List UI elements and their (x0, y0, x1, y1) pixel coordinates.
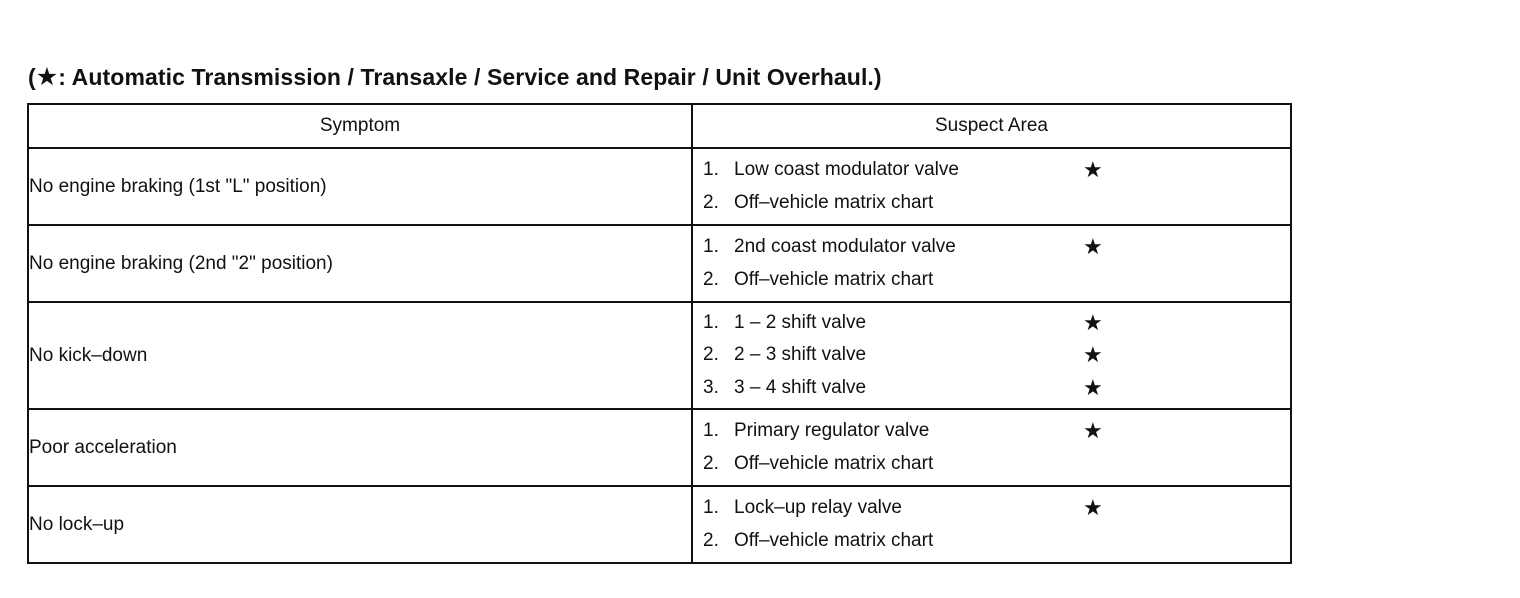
symptom-cell: No engine braking (1st "L" position) (28, 148, 692, 225)
suspect-area-item (693, 525, 1290, 558)
item-number: 1. (703, 420, 719, 441)
suspect-area-item (693, 187, 1290, 220)
heading-text: : Automatic Transmission / Transaxle / Service and Repair / Unit Overhaul.) (58, 64, 882, 90)
suspect-area-list (693, 489, 1290, 560)
suspect-area-item (693, 231, 1290, 264)
heading-open-paren: ( (28, 64, 36, 90)
suspect-area-list (693, 304, 1290, 408)
suspect-area-cell (692, 302, 1291, 409)
suspect-area-column-header: Suspect Area (692, 104, 1291, 148)
suspect-area-item (693, 307, 1290, 340)
item-text: Lock–up relay valve (734, 497, 902, 518)
suspect-area-item (693, 264, 1290, 297)
item-text: 2nd coast modulator valve (734, 236, 956, 257)
item-number: 1. (703, 159, 719, 180)
suspect-area-item (693, 448, 1290, 481)
suspect-area-cell (692, 148, 1291, 225)
table-row (28, 225, 1291, 302)
item-text: Off–vehicle matrix chart (734, 452, 934, 474)
table-row (28, 302, 1291, 409)
item-number: 2. (703, 452, 719, 474)
heading-star-icon: ★ (35, 63, 59, 91)
item-number: 1. (703, 497, 719, 518)
symptom-column-header: Symptom (28, 104, 692, 148)
item-text: 2 – 3 shift valve (734, 344, 867, 366)
page-heading (28, 62, 882, 92)
symptom-cell: Poor acceleration (28, 409, 692, 486)
suspect-area-item (693, 339, 1290, 372)
item-number: 3. (703, 376, 719, 398)
item-text: Off–vehicle matrix chart (734, 268, 934, 290)
item-number: 2. (703, 268, 719, 290)
table-header-row (28, 104, 1291, 148)
item-number: 1. (703, 311, 719, 333)
star-icon: ★ (1083, 418, 1103, 443)
star-icon: ★ (1083, 309, 1103, 335)
suspect-area-cell (692, 486, 1291, 563)
item-text: Low coast modulator valve (734, 159, 959, 180)
suspect-area-item (693, 154, 1290, 187)
item-text: Primary regulator valve (734, 420, 930, 441)
item-text: Off–vehicle matrix chart (734, 529, 934, 551)
suspect-area-list (693, 151, 1290, 222)
table-row (28, 486, 1291, 563)
suspect-area-list (693, 228, 1290, 299)
symptom-table (27, 103, 1292, 564)
table-row (28, 148, 1291, 225)
star-icon: ★ (1083, 157, 1103, 182)
symptom-cell: No engine braking (2nd "2" position) (28, 225, 692, 302)
table-row (28, 409, 1291, 486)
suspect-area-cell (692, 225, 1291, 302)
item-text: 3 – 4 shift valve (734, 376, 867, 398)
star-icon: ★ (1083, 234, 1103, 259)
suspect-area-list (693, 412, 1290, 483)
symptom-cell: No lock–up (28, 486, 692, 563)
suspect-area-item (693, 492, 1290, 525)
star-icon: ★ (1083, 342, 1103, 368)
item-number: 2. (703, 529, 719, 551)
item-number: 1. (703, 236, 719, 257)
suspect-area-cell (692, 409, 1291, 486)
item-number: 2. (703, 344, 719, 366)
symptom-cell: No kick–down (28, 302, 692, 409)
suspect-area-item (693, 372, 1290, 405)
item-text: 1 – 2 shift valve (734, 311, 867, 333)
star-icon: ★ (1083, 374, 1103, 400)
item-text: Off–vehicle matrix chart (734, 191, 934, 213)
star-icon: ★ (1083, 495, 1103, 520)
item-number: 2. (703, 191, 719, 213)
suspect-area-item (693, 415, 1290, 448)
